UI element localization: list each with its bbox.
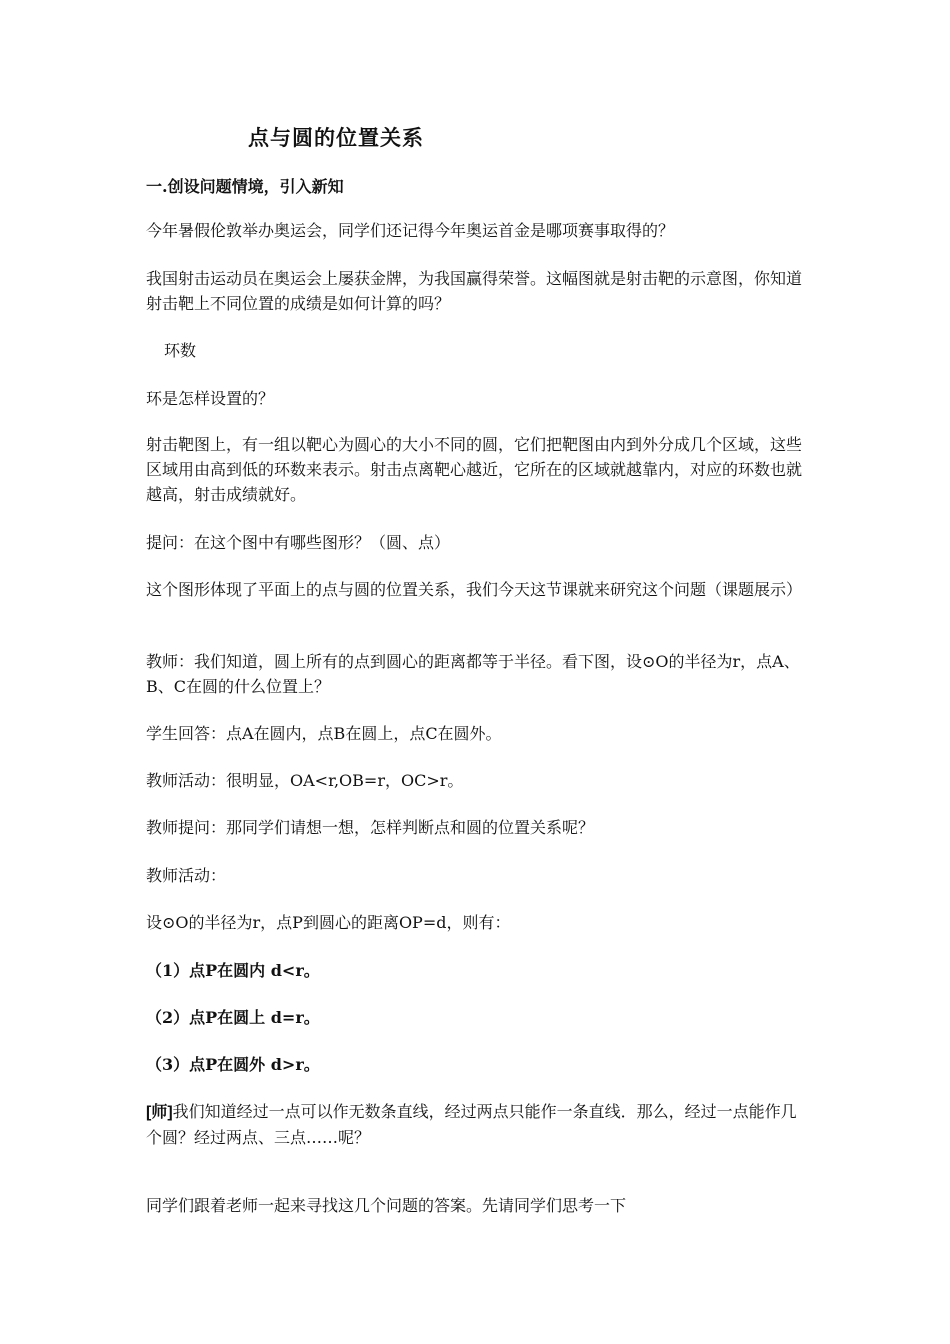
rule-on-circle: （2）点P在圆上 d=r。	[146, 1008, 320, 1027]
teacher-tag: [师]	[146, 1104, 173, 1121]
paragraph-teacher-activity-2: 教师活动：	[146, 866, 227, 885]
paragraph-teacher-question: 教师：我们知道，圆上所有的点到圆心的距离都等于半径。看下图，设⊙O的半径为r，点A、B、C在圆的什么位置上？	[146, 652, 800, 696]
paragraph-topic-intro: 这个图形体现了平面上的点与圆的位置关系，我们今天这节课就来研究这个问题（课题展示）	[146, 580, 803, 599]
paragraph-teacher-circles-text: 我们知道经过一点可以作无数条直线，经过两点只能作一条直线．那么，经过一点能作几个圆？经过两点、三点……呢？	[146, 1102, 797, 1147]
paragraph-student-answer: 学生回答：点A在圆内，点B在圆上，点C在圆外。	[146, 724, 502, 743]
paragraph-ring-count: 环数	[164, 341, 197, 360]
paragraph-teacher-activity-1: 教师活动：很明显，OA<r,OB=r，OC>r。	[146, 771, 464, 790]
paragraph-shooting-target: 我国射击运动员在奥运会上屡获金牌，为我国赢得荣誉。这幅图就是射击靶的示意图，你知道射击靶上不同位置的成绩是如何计算的吗？	[146, 269, 803, 313]
paragraph-teacher-circles	[146, 1099, 810, 1150]
paragraph-class-think: 同学们跟着老师一起来寻找这几个问题的答案。先请同学们思考一下	[146, 1196, 627, 1215]
paragraph-definition: 设⊙O的半径为r，点P到圆心的距离OP=d，则有：	[146, 913, 511, 932]
paragraph-olympics-question: 今年暑假伦敦举办奥运会，同学们还记得今年奥运首金是哪项赛事取得的？	[146, 221, 675, 240]
rule-outside-circle: （3）点P在圆外 d>r。	[146, 1055, 320, 1074]
paragraph-question-shapes: 提问：在这个图中有哪些图形？（圆、点）	[146, 533, 451, 552]
page-title: 点与圆的位置关系	[248, 125, 424, 150]
paragraph-ring-setup: 环是怎样设置的？	[146, 389, 275, 408]
paragraph-target-description: 射击靶图上，有一组以靶心为圆心的大小不同的圆，它们把靶图由内到外分成几个区域，这些区域用由高到低的环数来表示。射击点离靶心越近，它所在的区域就越靠内，对应的环数也就越高，射击成绩就好。	[146, 435, 803, 504]
rule-inside-circle: （1）点P在圆内 d<r。	[146, 961, 320, 980]
section-heading: 一.创设问题情境，引入新知	[146, 177, 344, 196]
paragraph-teacher-prompt: 教师提问：那同学们请想一想，怎样判断点和圆的位置关系呢？	[146, 818, 595, 837]
